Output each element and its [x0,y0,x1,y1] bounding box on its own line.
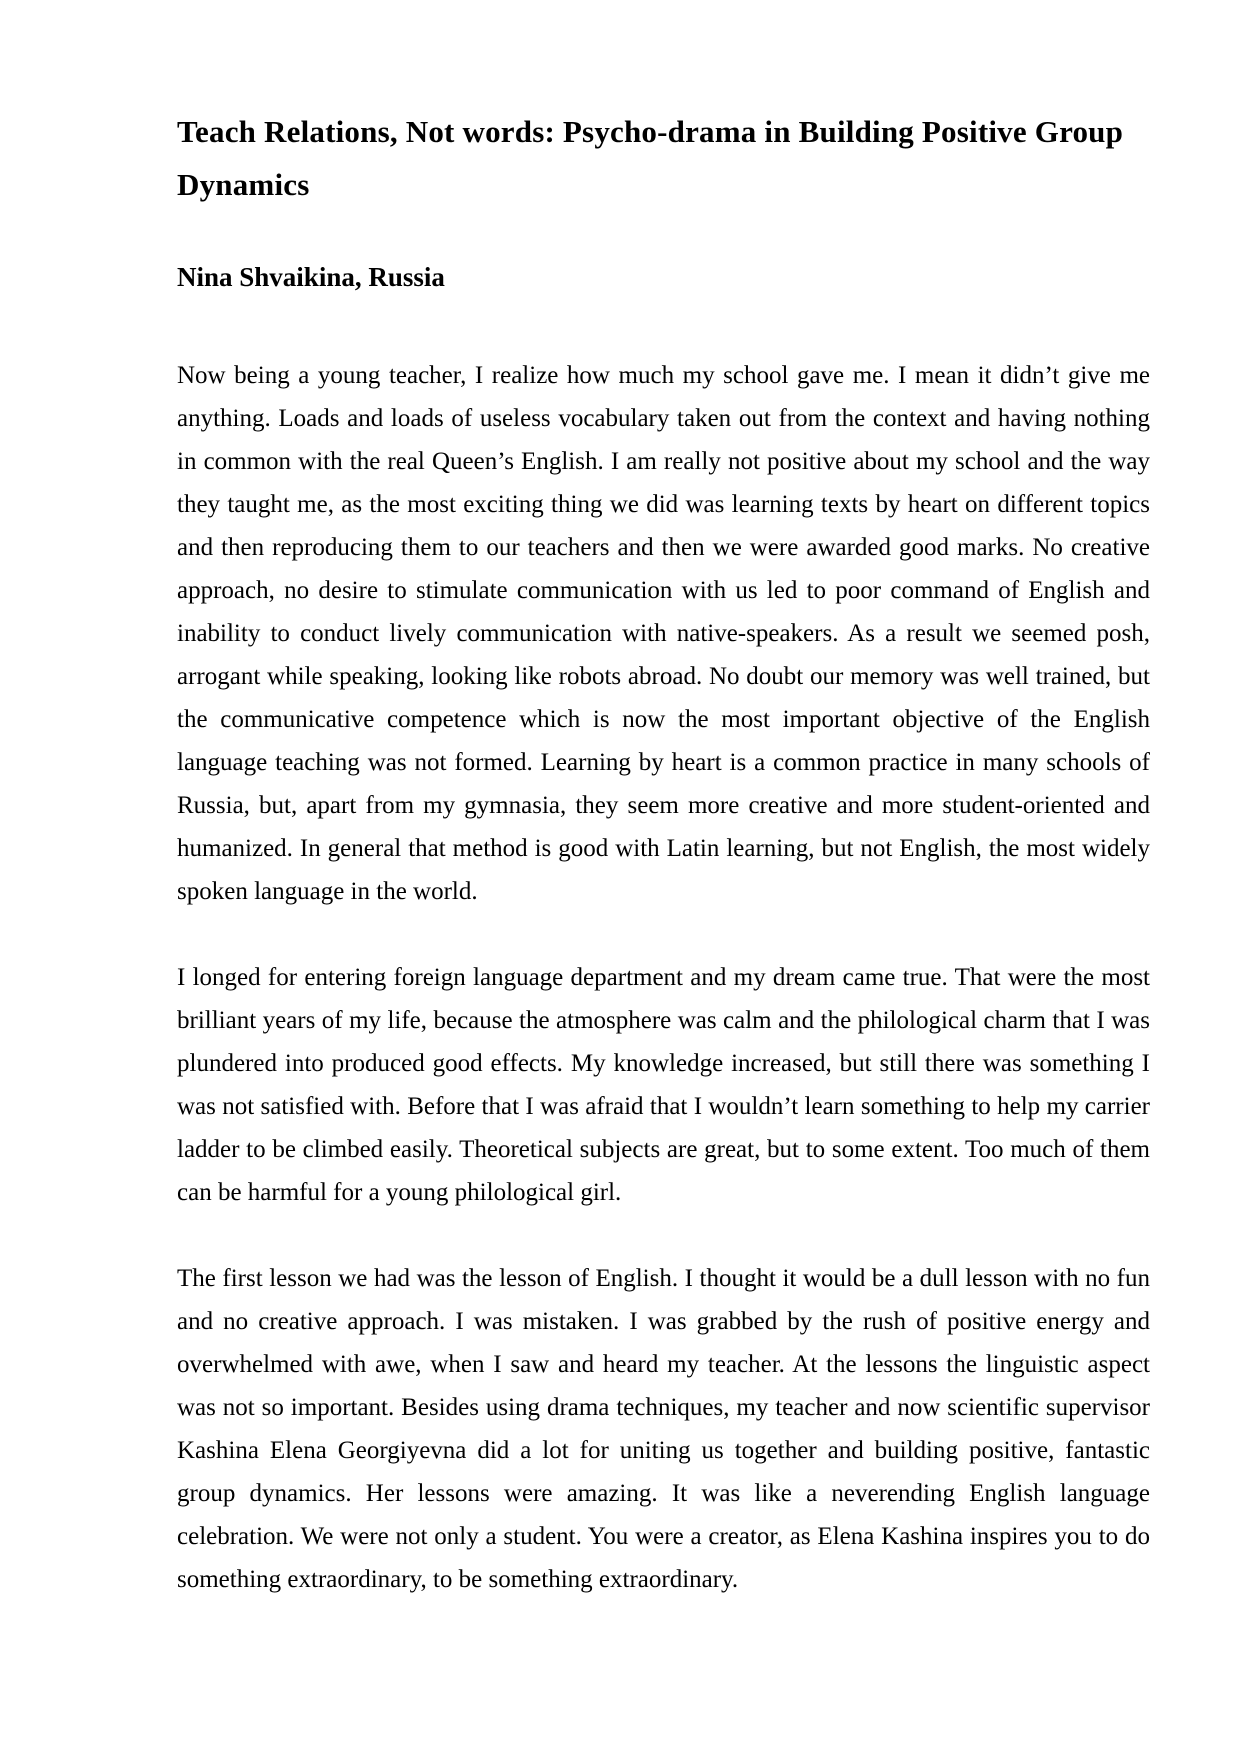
title-line-1: Teach Relations, Not words: Psycho-drama in Building Positive Group [177,114,1124,149]
title-line-2: Dynamics [177,167,310,202]
paragraph-3: The first lesson we had was the lesson of English. I thought it would be a dull lesson with no fun and no creative approach. I was mistaken. I was grabbed by the rush of positive energy and overwhelmed with awe, when I saw and heard my teacher. At the lessons the linguistic aspect was not so important. Besides using drama techniques, my teacher and now scientific supervisor Kashina Elena Georgiyevna did a lot for uniting us together and building positive, fantastic group dynamics. Her lessons were amazing. It was like a neverending English language celebration. We were not only a student. You were a creator, as Elena Kashina inspires you to do something extraordinary, to be something extraordinary. [177,1265,1150,1593]
document-title [177,105,1150,211]
author-line: Nina Shvaikina, Russia [177,262,445,292]
paragraph-2: I longed for entering foreign language department and my dream came true. That were the most brilliant years of my life, because the atmosphere was calm and the philological charm that I was plundered into produced good effects. My knowledge increased, but still there was something I was not satisfied with. Before that I was afraid that I wouldn’t learn something to help my carrier ladder to be climbed easily. Theoretical subjects are great, but to some extent. Too much of them can be harmful for a young philological girl. [177,964,1150,1206]
document-body [177,354,1150,1601]
paragraph-1: Now being a young teacher, I realize how much my school gave me. I mean it didn’t give me anything. Loads and loads of useless vocabulary taken out from the context and having nothing in common with the real Queen’s English. I am really not positive about my school and the way they taught me, as the most exciting thing we did was learning texts by heart on different topics and then reproducing them to our teachers and then we were awarded good marks. No creative approach, no desire to stimulate communication with us led to poor command of English and inability to conduct lively communication with native-speakers. As a result we seemed posh, arrogant while speaking, looking like robots abroad. No doubt our memory was well trained, but the communicative competence which is now the most important objective of the English language teaching was not formed. Learning by heart is a common practice in many schools of Russia, but, apart from my gymnasia, they seem more creative and more student-oriented and humanized. In general that method is good with Latin learning, but not English, the most widely spoken language in the world. [177,362,1150,905]
